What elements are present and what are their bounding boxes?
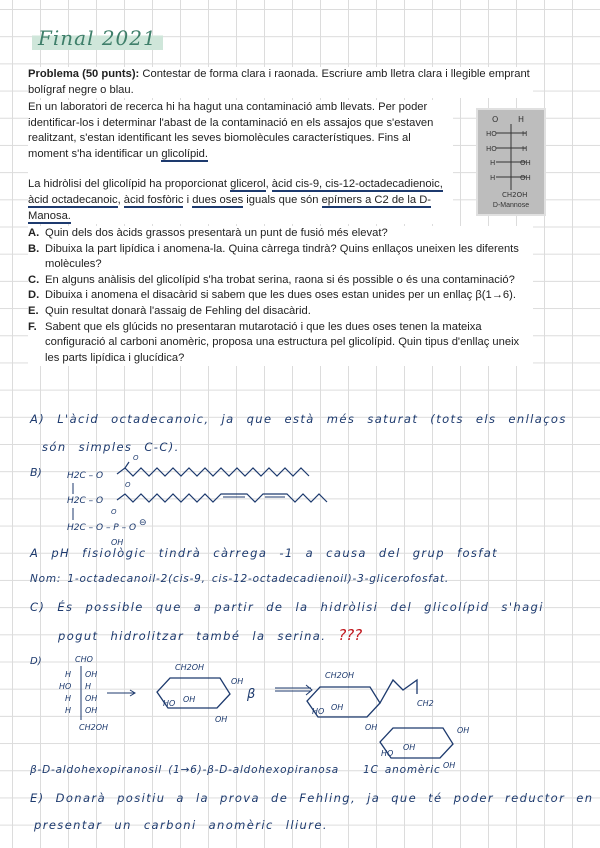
svg-text:HO: HO: [59, 682, 72, 691]
answer-b-charge: A pH fisiològic tindrà càrrega -1 a causa del grup fosfat: [30, 546, 499, 560]
q-text: Sabent que els glúcids no presentaran mutarotació i que les dues oses tenen la mateixa configuració al carboni anomèric, proposa una estructura pel glicolípid. Quin tipus d'enllaç uneix les parts lipídica i glucídica?: [45, 320, 520, 364]
double-arrow-icon: [275, 685, 312, 695]
epimers: epímers a C2 de la D-Manosa.: [28, 193, 431, 222]
q-letter: B.: [28, 242, 40, 255]
svg-text:OH: OH: [111, 538, 124, 547]
svg-text:H2C – O – P – O: H2C – O – P – O: [67, 523, 137, 533]
answer-c-line2: [58, 626, 362, 644]
svg-text:HO: HO: [486, 145, 497, 153]
question-a: [28, 226, 533, 242]
glicerol: glicerol: [230, 178, 266, 191]
q-letter: E.: [28, 304, 39, 317]
svg-text:CH2OH: CH2OH: [175, 663, 205, 672]
intro-p1: En un laboratori de recerca hi ha hagut una contaminació amb llevats. Per poder identificar-los i determinar l'abast de la contaminació en els assajos que s'estaven realitzant, s'estan identificant les seves biomolècules característiques. Fins al moment s'ha identificar un: [28, 101, 434, 160]
answer-b-name: Nom: 1-octadecanoil-2(cis-9, cis-12-octadecadienoil)-3-glicerofosfat.: [30, 573, 450, 585]
svg-text:HO: HO: [312, 707, 325, 716]
arrow-icon: [107, 690, 135, 696]
acid2: àcid octadecanoic: [28, 193, 118, 206]
svg-text:CH2: CH2: [417, 699, 434, 708]
svg-text:OH: OH: [85, 694, 98, 703]
svg-text:D): D): [30, 656, 42, 667]
svg-text:H: H: [522, 145, 528, 153]
svg-text:CHO: CHO: [75, 655, 93, 664]
question-d: [28, 288, 533, 304]
svg-text:H: H: [518, 115, 525, 124]
svg-text:OH: OH: [520, 174, 531, 182]
svg-text:O: O: [111, 508, 117, 516]
figure-label: D-Mannose: [492, 202, 530, 209]
q-letter: F.: [28, 320, 37, 333]
q-text: Dibuixa la part lipídica i anomena-la. Quina càrrega tindrà? Quins enllaços uneixen les diferents molècules?: [45, 242, 519, 271]
svg-text:HO: HO: [381, 749, 394, 758]
t: ,: [117, 193, 124, 206]
svg-text:⊖: ⊖: [139, 518, 147, 528]
svg-text:OH: OH: [215, 715, 228, 724]
answer-d-name: [30, 764, 441, 776]
svg-text:CH2OH: CH2OH: [79, 723, 109, 732]
t: i: [183, 193, 193, 206]
question-e: [28, 304, 533, 320]
stearoyl-chain: [117, 462, 309, 476]
svg-text:OH: OH: [365, 723, 378, 732]
problem-instructions: Contestar de forma clara i raonada. Escriure amb lletra clara i llegible emprant bolígraf negre o blau.: [28, 68, 530, 96]
answer-a-line2: són simples C-C).: [42, 440, 180, 454]
svg-text:OH: OH: [520, 159, 531, 167]
q-text: Dibuixa i anomena el disacàrid si sabem que les dues oses estan unides per un enllaç β(1→6).: [45, 289, 516, 302]
answer-e-line2: presentar un carboni anomèric lliure.: [34, 818, 328, 832]
svg-text:CH2OH: CH2OH: [325, 671, 355, 680]
svg-text:H: H: [522, 130, 528, 138]
svg-text:β: β: [247, 687, 256, 702]
question-marks: ???: [338, 626, 363, 644]
svg-text:OH: OH: [85, 670, 98, 679]
acid3: àcid fosfòric: [123, 193, 184, 206]
svg-text:OH: OH: [183, 695, 196, 704]
oses: dues oses: [192, 193, 244, 206]
svg-text:H: H: [85, 682, 92, 691]
svg-text:HO: HO: [163, 699, 176, 708]
svg-text:OH: OH: [85, 706, 98, 715]
svg-text:H2C – O: H2C – O: [67, 496, 104, 506]
glicolipid-underline: glicolípid.: [161, 147, 208, 160]
svg-text:OH: OH: [331, 703, 344, 712]
svg-text:O: O: [133, 454, 139, 462]
t: iguals que són: [243, 193, 322, 206]
d-mannose-figure: [476, 108, 546, 216]
answer-c-line1: C) És possible que a partir de la hidròlisi del glicolípid s'hagi: [30, 600, 544, 614]
svg-text:H: H: [490, 159, 496, 167]
problem-statement: [28, 67, 533, 98]
q-text: Quin dels dos àcids grassos presentarà un punt de fusió més elevat?: [45, 227, 388, 239]
c-text: pogut hidrolitzar també la serina.: [58, 629, 327, 643]
fischer-projection: [478, 110, 544, 200]
svg-text:OH: OH: [231, 677, 244, 686]
svg-text:HO: HO: [486, 130, 497, 138]
svg-text:H: H: [65, 706, 72, 715]
q-letter: C.: [28, 273, 40, 286]
q-text: Quin resultat donarà l'assaig de Fehling del disacàrid.: [45, 304, 311, 317]
t: La hidròlisi del glicolípid ha proporcionat: [28, 178, 231, 191]
svg-text:CH2OH: CH2OH: [502, 191, 528, 199]
q-letter: D.: [28, 289, 40, 302]
q-letter: A.: [28, 227, 40, 239]
anomeric-note: 1C anomèric: [363, 764, 441, 776]
svg-text:O: O: [492, 115, 499, 124]
svg-text:O: O: [125, 481, 131, 489]
svg-text:H: H: [65, 670, 72, 679]
answer-e-line1: E) Donarà positiu a la prova de Fehling, ja que té poder reductor en: [30, 791, 594, 805]
svg-text:OH: OH: [443, 761, 456, 770]
question-b: [28, 242, 533, 273]
question-c: [28, 273, 533, 289]
svg-text:B): B): [30, 466, 42, 479]
page-title: Final 2021: [32, 26, 163, 50]
questions-list: [28, 226, 533, 366]
lipid-structure: [25, 452, 345, 552]
t: ,: [265, 178, 272, 191]
answer-a-line1: A) L'àcid octadecanoic, ja que està més saturat (tots els enllaços: [30, 412, 567, 426]
q-text: En alguns anàlisis del glicolípid s'ha trobat serina, raona si és possible o és una contaminació?: [45, 273, 515, 286]
acid1: àcid cis-9, cis-12-octadecadienoic,: [271, 178, 443, 191]
linoleoyl-chain: [117, 494, 327, 502]
svg-text:H: H: [65, 694, 72, 703]
svg-text:OH: OH: [403, 743, 416, 752]
intro-text: [28, 100, 453, 224]
problem-heading: Problema (50 punts):: [28, 68, 140, 80]
disaccharide-name: β-D-aldohexopiranosil (1→6)-β-D-aldohexopiranosa: [30, 764, 340, 776]
svg-text:OH: OH: [457, 726, 470, 735]
svg-text:H: H: [490, 174, 496, 182]
svg-text:H2C – O: H2C – O: [67, 471, 104, 481]
question-f: [28, 320, 533, 367]
